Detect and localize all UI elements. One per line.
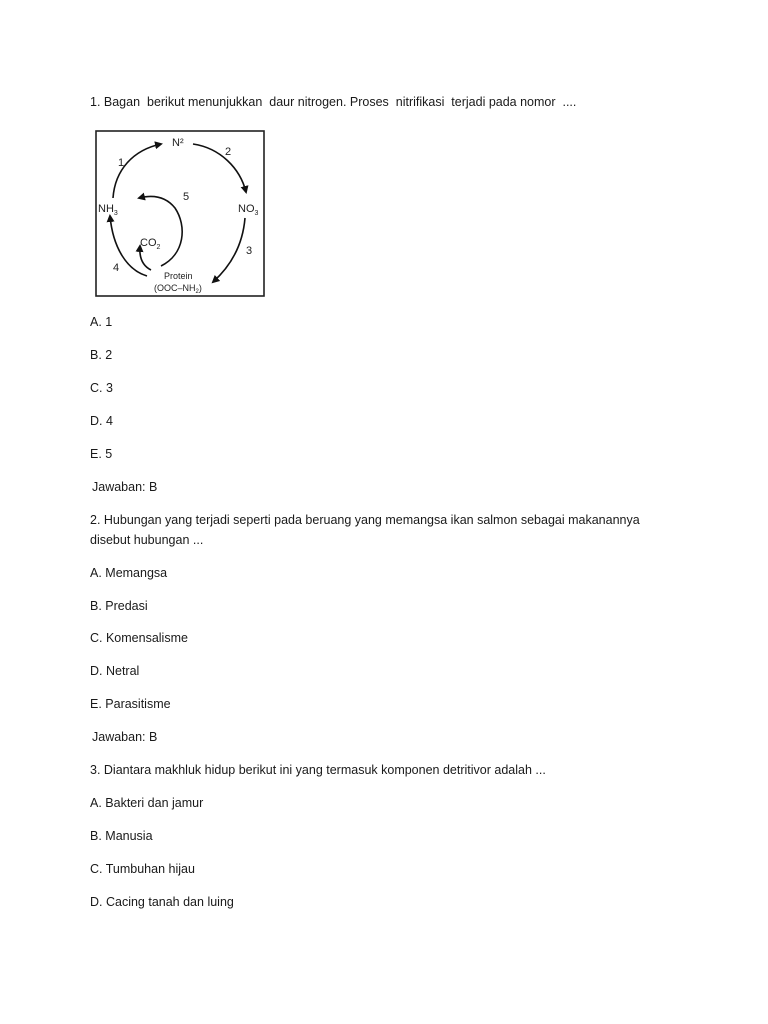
q1-option-e: E. 5	[90, 447, 113, 461]
nitrogen-cycle-diagram	[95, 130, 265, 297]
q2-option-a: A. Memangsa	[90, 566, 168, 580]
q1-option-c: C. 3	[90, 381, 113, 395]
q3-option-b: B. Manusia	[90, 829, 153, 843]
q1-option-b: B. 2	[90, 348, 113, 362]
q1-option-d: D. 4	[90, 414, 113, 428]
q3-option-d: D. Cacing tanah dan luing	[90, 895, 234, 909]
q3-option-a: A. Bakteri dan jamur	[90, 796, 204, 810]
question-3-text: 3. Diantara makhluk hidup berikut ini yang termasuk komponen detritivor adalah ...	[90, 763, 546, 777]
q2-option-d: D. Netral	[90, 664, 140, 678]
label-step-5: 5	[183, 191, 190, 203]
q2-option-c: C. Komensalisme	[90, 631, 188, 645]
label-protein: Protein	[164, 271, 193, 281]
q2-answer: Jawaban: B	[92, 730, 158, 744]
label-step-1: 1	[118, 157, 125, 169]
q2-option-e: E. Parasitisme	[90, 697, 171, 711]
label-nh3: $NH_3$	[98, 203, 118, 217]
question-2-text-line1: 2. Hubungan yang terjadi seperti pada beruang yang memangsa ikan salmon sebagai makanannya	[90, 513, 640, 527]
q1-answer: Jawaban: B	[92, 480, 158, 494]
label-step-3: 3	[246, 245, 253, 257]
question-1-text: 1. Bagan berikut menunjukkan daur nitrogen. Proses nitrifikasi terjadi pada nomor ....	[90, 95, 577, 109]
nitrogen-cycle-svg	[95, 130, 265, 297]
question-2-text-line2: disebut hubungan ...	[90, 533, 204, 547]
q3-option-c: C. Tumbuhan hijau	[90, 862, 195, 876]
q2-option-b: B. Predasi	[90, 599, 148, 613]
label-co2: $CO_2$	[140, 237, 161, 251]
label-n2: N²	[172, 137, 184, 149]
label-step-2: 2	[225, 146, 232, 158]
q1-option-a: A. 1	[90, 315, 113, 329]
label-protein-formula: $(OOC-NH_2)$	[154, 283, 202, 295]
label-step-4: 4	[113, 262, 120, 274]
label-no3: $NO_3$	[238, 203, 259, 217]
